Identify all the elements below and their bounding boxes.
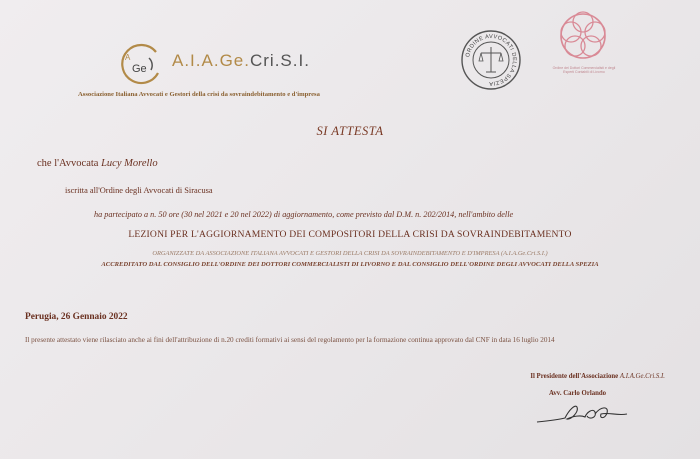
right-logo-caption: Ordine dei Dottori Commercialisti e degli Esperti Contabili di Livorno <box>552 66 616 75</box>
issue-date: Perugia, 26 Gennaio 2022 <box>25 312 128 322</box>
brand-name-gold: A.I.A.Ge. <box>172 51 250 70</box>
ordine-avvocati-seal-icon <box>460 29 522 91</box>
accredited-by-line: ACCREDITATO DAL CONSIGLIO DELL'ORDINE DEI DOTTORI COMMERCIALISTI DI LIVORNO E DAL CONSIGLIO DELL'ORDINE DEGLI AVVOCATI DELLA SPEZIA <box>101 261 599 268</box>
logo-letter-a: A <box>125 53 131 62</box>
organized-by-line: ORGANIZZATE DA ASSOCIAZIONE ITALIANA AVVOCATI E GESTORI DELLA CRISI DA SOVRAINDEBITAMENTO E D'IMPRESA (A.I.A.Ge.Cri.S.I.) <box>152 250 548 257</box>
signature-icon <box>535 398 630 428</box>
credits-note: Il presente attestato viene rilasciato anche ai fini dell'attribuzione di n.20 crediti formativi ai sensi del regolamento per la formazione continua approvato dal CNF in data 16 luglio 2014 <box>25 336 555 344</box>
president-association: A.I.A.Ge.Cri.S.I. <box>619 373 665 380</box>
brand-name-dark: Cri.S.I. <box>249 51 310 70</box>
logo-letters-ge: Ge <box>132 63 147 75</box>
association-full-name: Associazione Italiana Avvocati e Gestori della crisi da sovraindebitamento e d'impresa <box>78 91 320 98</box>
president-name: Avv. Carlo Orlando <box>549 390 607 397</box>
recipient-name: Lucy Morello <box>101 158 158 169</box>
commercialisti-logo-icon <box>550 10 616 62</box>
president-line <box>530 373 665 380</box>
recipient-prefix: che l'Avvocata <box>37 158 99 169</box>
aiage-logo-icon <box>118 43 164 85</box>
registration-line: iscritta all'Ordine degli Avvocati di Siracusa <box>65 186 213 195</box>
president-label: Il Presidente dell'Associazione <box>530 373 619 380</box>
course-title: LEZIONI PER L'AGGIORNAMENTO DEI COMPOSITORI DELLA CRISI DA SOVRAINDEBITAMENTO <box>128 229 572 240</box>
recipient-line <box>37 158 158 169</box>
seal-text: ORDINE AVVOCATI DELLA SPEZIA <box>465 33 518 87</box>
attesta-heading: SI ATTESTA <box>316 124 384 138</box>
participation-line: ha partecipato a n. 50 ore (30 nel 2021 e 20 nel 2022) di aggiornamento, come previsto dal D.M. n. 202/2014, nell'ambito delle <box>94 210 514 219</box>
brand-name <box>172 51 310 71</box>
